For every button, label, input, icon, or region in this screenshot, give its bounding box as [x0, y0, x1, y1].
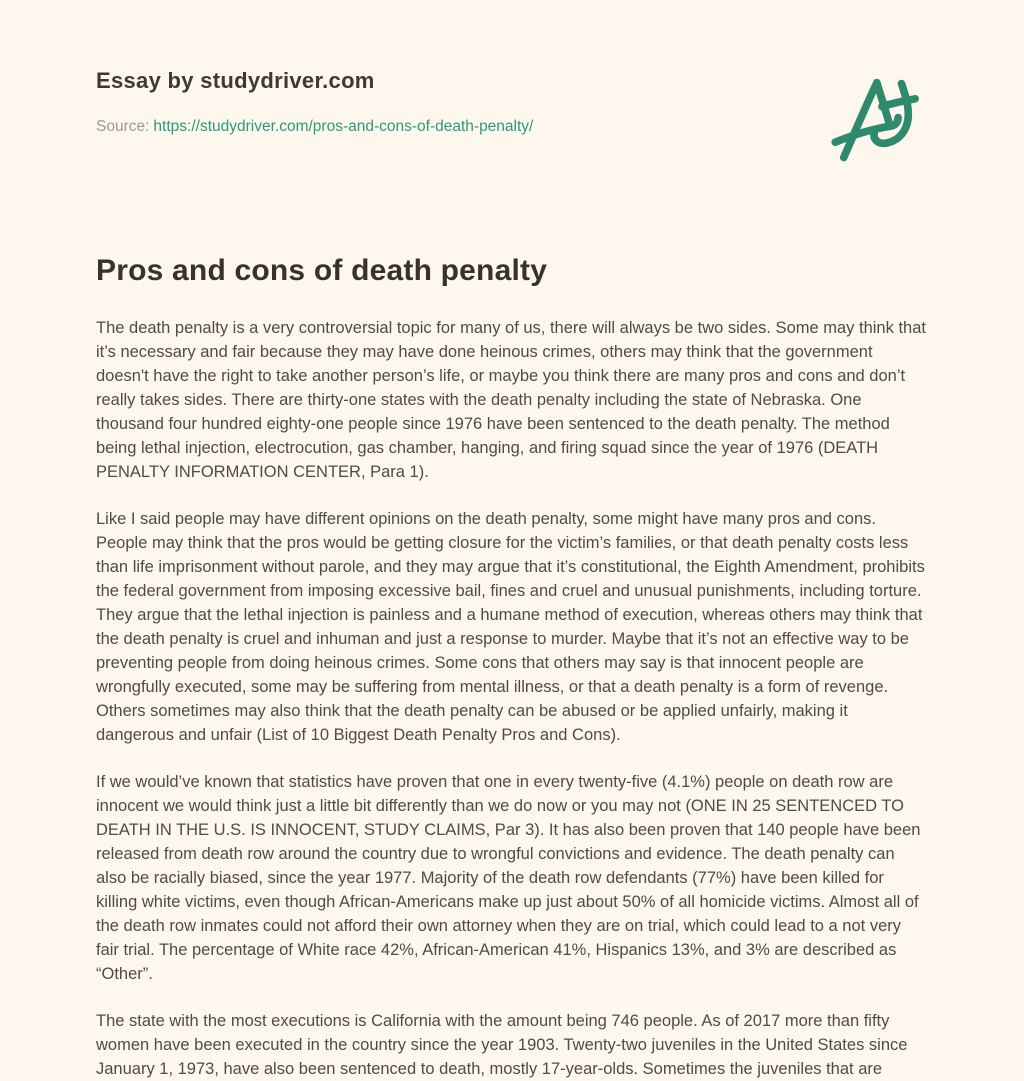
- essay-paragraph-2: Like I said people may have different opinions on the death penalty, some might have many pros and cons. People may think that the pros would be getting closure for the victim’s families, or that death penalty costs less than life imprisonment without parole, and they may argue that it’s constitutional, the Eighth Amendment, prohibits the federal government from imposing excessive bail, fines and cruel and unusual punishments, including torture. They argue that the lethal injection is painless and a humane method of execution, whereas others may think that the death penalty is cruel and inhuman and just a response to murder. Maybe that it’s not an effective way to be preventing people from doing heinous crimes. Some cons that others may say is that innocent people are wrongfully executed, some may be suffering from mental illness, or that a death penalty is a form of revenge. Others sometimes may also think that the death penalty can be abused or be applied unfairly, making it dangerous and unfair (List of 10 Biggest Death Penalty Pros and Cons).: [96, 510, 925, 744]
- studydriver-logo: [825, 70, 927, 166]
- document-header: [96, 68, 927, 136]
- essay-paragraph-1: The death penalty is a very controversial topic for many of us, there will always be two sides. Some may think that it’s necessary and fair because they may have done heinous crimes, others may think that the government doesn't have the right to take another person’s life, or maybe you think there are many pros and cons and don’t really takes sides. There are thirty-one states with the death penalty including the state of Nebraska. One thousand four hundred eighty-one people since 1976 have been sentenced to the death penalty. The method being lethal injection, electrocution, gas chamber, hanging, and firing squad since the year of 1976 (DEATH PENALTY INFORMATION CENTER, Para 1).: [96, 319, 926, 481]
- essay-paragraph-3: If we would’ve known that statistics have proven that one in every twenty-five (4.1%) people on death row are innocent we would think just a little bit differently than we do now or you may not (ONE IN 25 SENTENCED TO DEATH IN THE U.S. IS INNOCENT, STUDY CLAIMS, Par 3). It has also been proven that 140 people have been released from death row around the country due to wrongful convictions and evidence. The death penalty can also be racially biased, since the year 1977. Majority of the death row defendants (77%) have been killed for killing white victims, even though African-Americans make up just about 50% of all homicide victims. Almost all of the death row inmates could not afford their own attorney when they are on trial, which could lead to a not very fair trial. The percentage of White race 42%, African-American 41%, Hispanics 13%, and 3% are described as “Other”.: [96, 773, 921, 983]
- essay-paragraph-4: The state with the most executions is California with the amount being 746 people. As of 2017 more than fifty women have been executed in the country since the year 1903. Twenty-two juveniles in the United States since January 1, 1973, have also been sentenced to death, mostly 17-year-olds. Sometimes the juveniles that are: [96, 1012, 908, 1078]
- source-line: [96, 118, 927, 136]
- source-link[interactable]: https://studydriver.com/pros-and-cons-of-death-penalty/: [153, 118, 534, 135]
- page-title: Essay by studydriver.com: [96, 68, 375, 93]
- essay-body: [96, 316, 927, 1081]
- a-plus-logo-icon: [825, 70, 927, 166]
- essay-title: Pros and cons of death penalty: [96, 254, 548, 287]
- source-label: Source:: [96, 118, 150, 135]
